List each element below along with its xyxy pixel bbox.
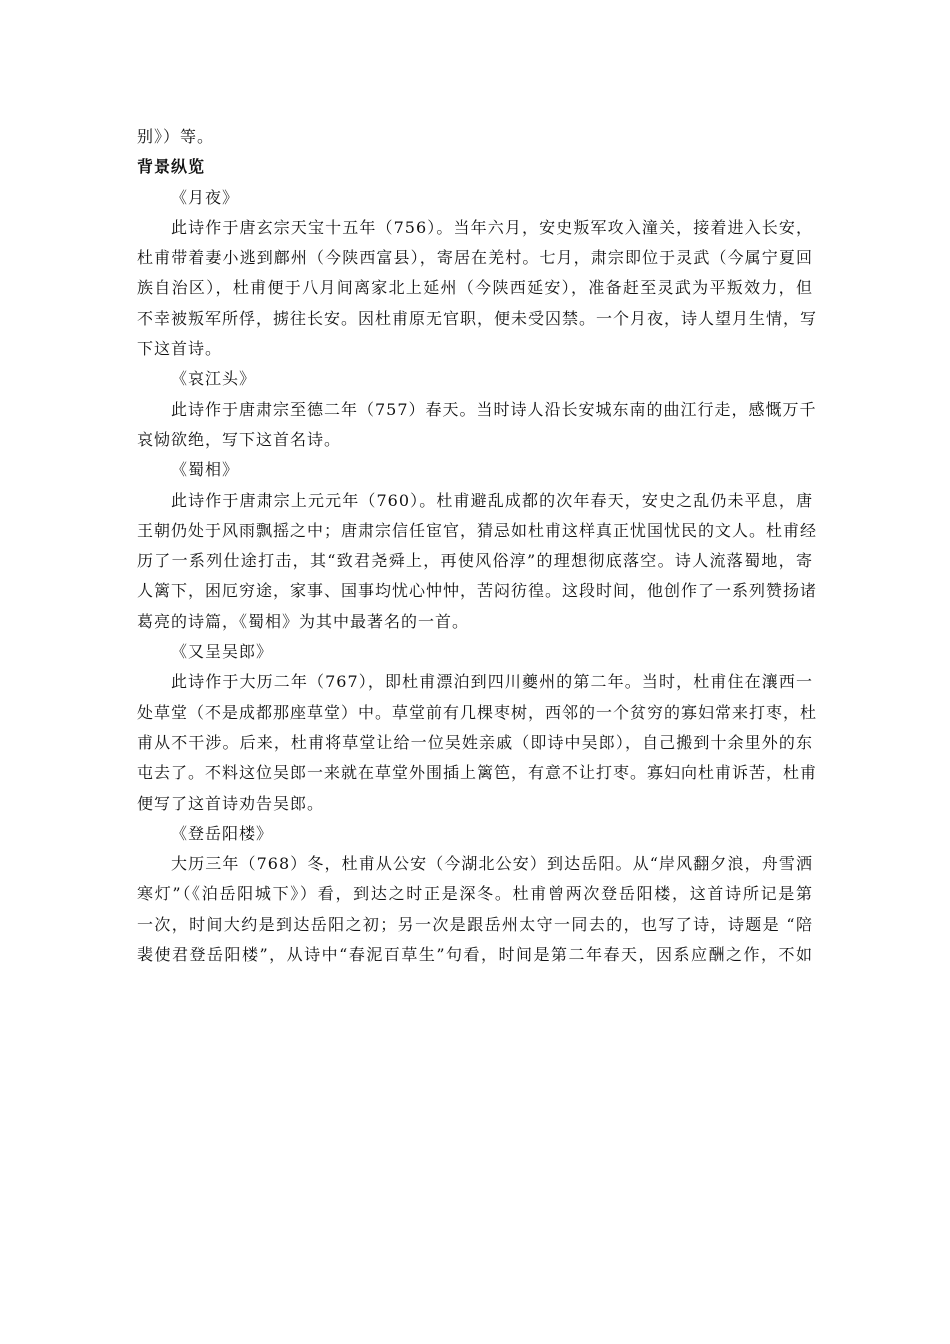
poem-title-yueye: 《月夜》 (171, 187, 240, 207)
poem-title-youchengwulang: 《又呈吴郎》 (171, 642, 274, 662)
document-body (137, 122, 818, 970)
paragraph-line: 一次，时间大约是到达岳阳之初；另一次是跟岳州太守一同去的，也写了诗，诗题是 “陪 (137, 914, 813, 934)
paragraph-line: 王朝仍处于风雨飘摇之中；唐肃宗信任宦官，猜忌如杜甫这样真正忧国忧民的文人。杜甫经 (137, 520, 818, 540)
continuation-text: 别》）等。 (137, 127, 215, 146)
paragraph-line: 此诗作于唐玄宗天宝十五年（756）。当年六月，安史叛军攻入潼关，接着进入长安， (171, 217, 813, 237)
paragraph-line: 历了一系列仕途打击，其“致君尧舜上，再使风俗淳”的理想彻底落空。诗人流落蜀地，寄 (137, 551, 813, 571)
paragraph-line: 裴使君登岳阳楼”，从诗中“春泥百草生”句看，时间是第二年春天，因系应酬之作，不如 (137, 945, 813, 965)
paragraph-line: 此诗作于唐肃宗上元元年（760）。杜甫避乱成都的次年春天，安史之乱仍未平息，唐 (171, 490, 813, 510)
paragraph-line: 屯去了。不料这位吴郎一来就在草堂外围插上篱笆，有意不让打枣。寡妇向杜甫诉苦，杜甫 (137, 763, 818, 783)
paragraph-line: 此诗作于唐肃宗至德二年（757）春天。当时诗人沿长安城东南的曲江行走，感慨万千 (171, 399, 817, 419)
paragraph-line: 下这首诗。 (137, 339, 223, 359)
poem-title-aijiangtou: 《哀江头》 (171, 369, 257, 389)
paragraph-line: 哀恸欲绝，写下这首名诗。 (137, 429, 342, 449)
paragraph-line: 此诗作于大历二年（767），即杜甫漂泊到四川夔州的第二年。当时，杜甫住在瀼西一 (171, 672, 813, 692)
paragraph-line: 人篱下，困厄穷途，家事、国事均忧心忡忡，苦闷彷徨。这段时间，他创作了一系列赞扬诸 (137, 581, 818, 601)
section-heading: 背景纵览 (137, 157, 206, 177)
paragraph-line: 便写了这首诗劝告吴郎。 (137, 793, 325, 813)
paragraph-line: 族自治区），杜甫便于八月间离家北上延州（今陕西延安），准备赶至灵武为平叛效力，但 (137, 278, 813, 298)
poem-title-dengyueyanglou: 《登岳阳楼》 (171, 823, 274, 843)
poem-title-shuxiang: 《蜀相》 (171, 460, 240, 480)
paragraph-line: 甫从不干涉。后来，杜甫将草堂让给一位吴姓亲戚（即诗中吴郎），自己搬到十余里外的东 (137, 732, 813, 752)
paragraph-line: 不幸被叛军所俘，掳往长安。因杜甫原无官职，便未受囚禁。一个月夜，诗人望月生情，写 (137, 308, 818, 328)
paragraph-line: 葛亮的诗篇，《蜀相》为其中最著名的一首。 (137, 611, 470, 631)
paragraph-line: 处草堂（不是成都那座草堂）中。草堂前有几棵枣树，西邻的一个贫穷的寡妇常来打枣，杜 (137, 702, 818, 722)
paragraph-line: 寒灯”（《泊岳阳城下》）看，到达之时正是深冬。杜甫曾两次登岳阳楼，这首诗所记是第 (137, 884, 813, 904)
paragraph-line: 杜甫带着妻小逃到鄜州（今陕西富县），寄居在羌村。七月，肃宗即位于灵武（今属宁夏回 (137, 248, 813, 268)
paragraph-line: 大历三年（768）冬，杜甫从公安（今湖北公安）到达岳阳。从“岸风翻夕浪，舟雪洒 (171, 854, 813, 874)
